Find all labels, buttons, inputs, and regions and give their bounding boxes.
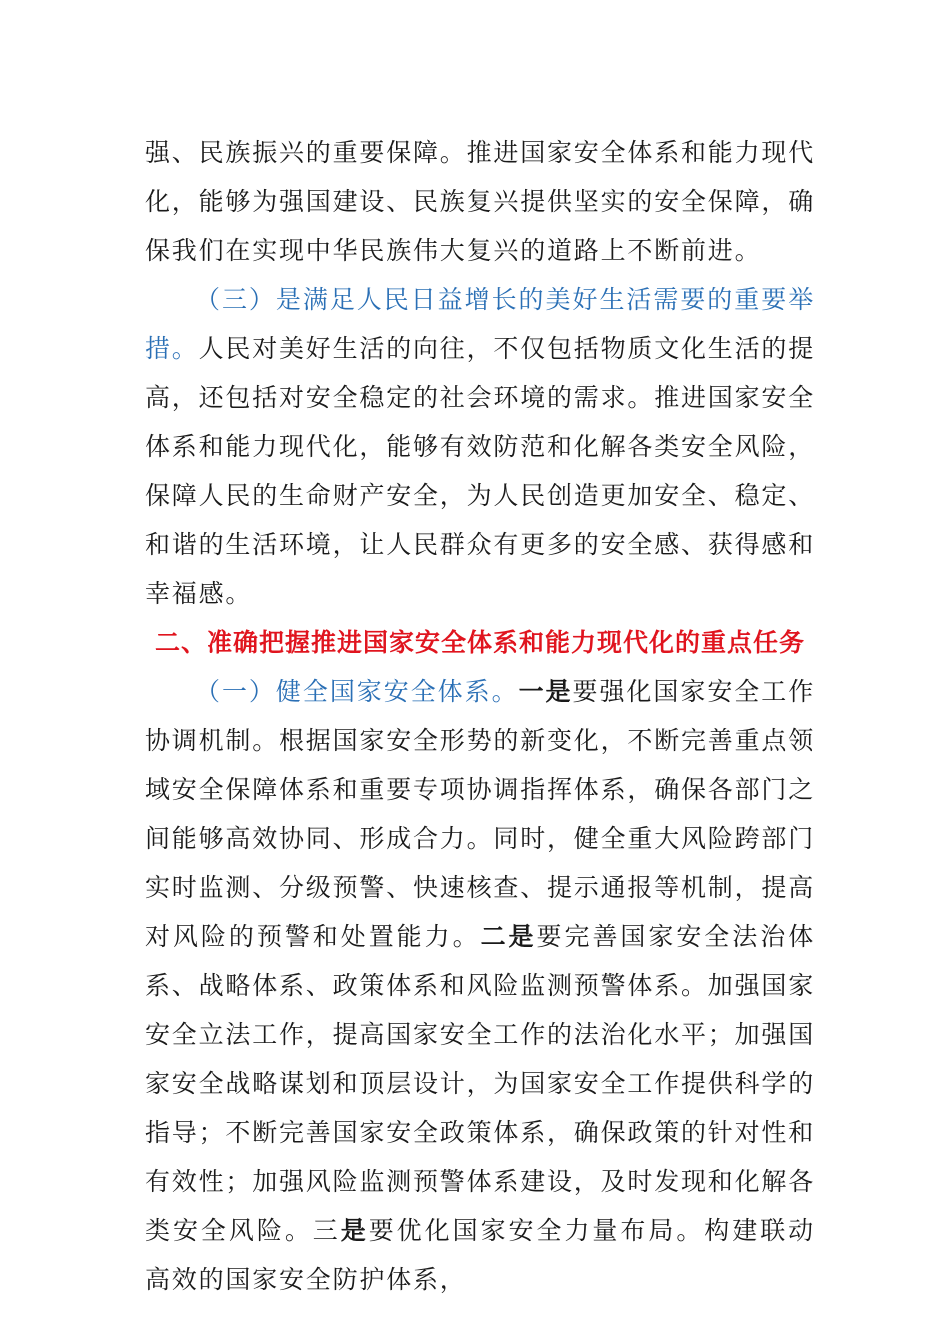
- document-body: [145, 128, 815, 1304]
- section-heading-two: [145, 618, 815, 667]
- paragraph-continued: [145, 128, 815, 275]
- paragraph-text: 要强化国家安全工作协调机制。根据国家安全形势的新变化，不断完善重点领域安全保障体系和重要专项协调指挥体系，确保各部门之间能够高效协同、形成合力。同时，健全重大风险跨部门实时监测、分级预警、快速核查、提示通报等机制，提高对风险的预警和处置能力。: [145, 677, 816, 951]
- paragraph-text: 强、民族振兴的重要保障。推进国家安全体系和能力现代化，能够为强国建设、民族复兴提供坚实的安全保障，确保我们在实现中华民族伟大复兴的道路上不断前进。: [145, 138, 816, 265]
- section-heading-text: 二、准确把握推进国家安全体系和能力现代化的重点任务: [154, 628, 805, 657]
- marker-first: 一是: [518, 677, 573, 706]
- marker-third: 是: [340, 1216, 369, 1245]
- marker-second: 二是: [480, 922, 537, 951]
- paragraph-text: 要完善国家安全法治体系、战略体系、政策体系和风险监测预警体系。加强国家安全立法工作，提高国家安全工作的法治化水平；加强国家安全战略谋划和顶层设计，为国家安全工作提供科学的指导；不断完善国家安全政策体系，确保政策的针对性和有效性；加强风险监测预警体系建设，及时发现和化解各类安全风险。三: [145, 922, 816, 1245]
- paragraph-point-one: [145, 667, 815, 1304]
- paragraph-point-three: [145, 275, 815, 618]
- subheading-three: （三）是满足人民日益增长的美好生活需要的重要举措。: [145, 285, 815, 363]
- paragraph-text: 人民对美好生活的向往，不仅包括物质文化生活的提高，还包括对安全稳定的社会环境的需求。推进国家安全体系和能力现代化，能够有效防范和化解各类安全风险，保障人民的生命财产安全，为人民创造更加安全、稳定、和谐的生活环境，让人民群众有更多的安全感、获得感和幸福感。: [145, 334, 816, 608]
- subheading-one: （一）健全国家安全体系。: [195, 677, 519, 706]
- paragraph-text: 要优化国家安全力量布局。构建联动高效的国家安全防护体系，: [145, 1216, 815, 1294]
